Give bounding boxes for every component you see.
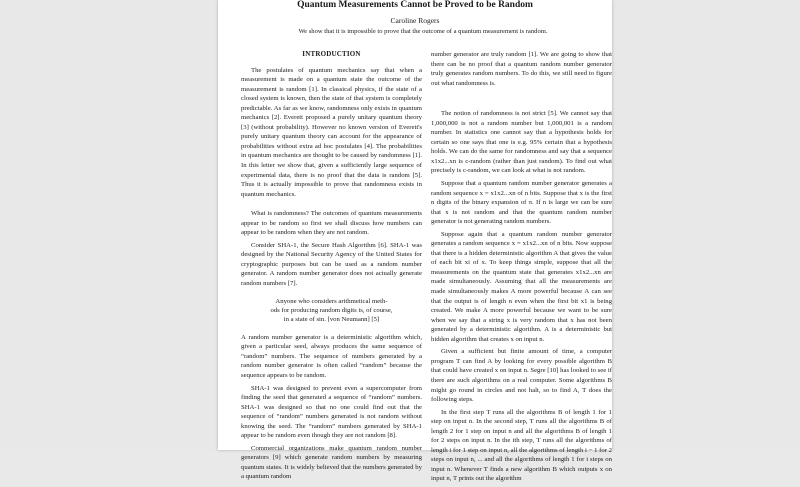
paragraph: The postulates of quantum mechanics say that when a measurement is made on a quantum state the outcome of the measurement is random [1]. In classical physics, if the state of a closed system is known, then the state of that system is completely predictable. As far as we know, randomness only exists in quantum mechanics [2]. Everett proposed a purely unitary quantum theory [3] (without probability). However no known version of Everett's purely unitary quantum theory can account for the appearance of probabilities without extra ad hoc postulates [4]. The probabilities in quantum mechanics are thought to be caused by randomness [1]. In this letter we show that, given a sufficiently large sequence of experimental data, there is no proof that the data is random [5]. Thus it is actually impossible to prove that randomness exists in quantum mechanics. [241, 66, 422, 198]
quote-line: Anyone who considers arithmetical meth- [275, 297, 388, 305]
paragraph: The notion of randomness is not strict [5]. We cannot say that 1,000,000 is not a random number but 1,000,001 is a random number. In statistics one cannot say that a hypothesis holds for certain so one says that one is e.g. 95% certain that a hypothesis holds. We can do the same for randomness and say that a sequence x1x2...xn is c-random (rather than just random). To find out what precisely is c-random, we can look at what is not random. [431, 110, 612, 175]
paragraph: number generator are truly random [1]. We are going to show that there can be no proof that a quantum random number generator truly generates random numbers. To do this, we still need to figure out what randomness is. [431, 51, 612, 87]
paragraph: SHA-1 was designed to prevent even a supercomputer from finding the seed that generated a sequence of “random” numbers. SHA-1 was designed so that no one could find out that the sequence of “random” numbers generated is not random without knowing the seed. The “random” numbers generated by SHA-1 appear to be random even though they are not random [8]. [241, 384, 422, 440]
paragraph: Suppose again that a quantum random number generator generates a random sequence x = x1x2...xn of n bits. Now suppose that there is a hidden deterministic algorithm A that gives the value of each bit xi of x. To keep things simple, suppose that all the measurements on the quantum state that generates x1x2...xn are made simultaneously. Assuming that all the measurements are made simultaneously makes A more powerful because A can see that the output is of length n even when the first bit x1 is being created. We make A more powerful because we want to be sure when we say that a string x is very random that x has not been generated by a deterministic algorithm. A is a deterministic but hidden algorithm that creates x on input n. [431, 230, 612, 343]
paragraph: Commercial organizations make quantum random number generators [9] which generate random numbers by measuring quantum states. It is widely believed that the numbers generated by a quantum random [241, 444, 422, 481]
paragraph: A random number generator is a deterministic algorithm which, given a particular seed, always produces the same sequence of “random” numbers. The sequence of numbers generated by a random number generator is often called “random” because the sequence appears to be random. [241, 333, 422, 379]
document-page[interactable] [218, 0, 612, 483]
paper-author: Caroline Rogers [390, 16, 440, 25]
quote-line: in a state of sin. [von Neumann] [5] [283, 316, 380, 324]
paragraph: Consider SHA-1, the Secure Hash Algorithm [6]. SHA-1 was designed by the National Security Agency of the United States for cryptographic purposes but can be used as a random number generator. A random number generator does not actually generate random numbers [7]. [241, 241, 422, 288]
viewer-background-right [612, 0, 800, 450]
paper-title: Quantum Measurements Cannot be Proved to be Random [297, 0, 533, 10]
left-column [241, 46, 422, 485]
viewer-background-left [0, 0, 218, 450]
paragraph: Given a sufficient but finite amount of time, a computer program T can find A by looking for every possible algorithm B that could have created x on input n. Segre [10] has looked to see if there are such algorithms on a real computer. Some algorithms B might go round in circles and not halt, so to find A, T does the following steps. [431, 348, 612, 404]
right-column [431, 50, 612, 487]
paper-abstract: We show that it is impossible to prove that the outcome of a quantum measurement is random. [298, 28, 548, 35]
quote-line: ods for producing random digits is, of course, [270, 306, 393, 314]
paragraph: What is randomness? The outcomes of quantum measurements appear to be random so first we shall discuss how numbers can appear to be random when they are not random. [241, 210, 422, 237]
von-neumann-quote [241, 297, 422, 325]
paragraph: In the first step T runs all the algorithms B of length 1 for 1 step on input n. In the second step, T runs all the algorithms B of length 2 for 1 step on input n and all the algorithms B of length 1 for 2 steps on input n. In the ith step, T runs all the algorithms of length i for 1 step on input n, all the algorithms of length i − 1 for 2 steps on input n, ... and all the algorithms of length 1 for i steps on input n. Whenever T finds a new algorithm B which outputs x on input n, T prints out the algorithm [431, 408, 612, 483]
paragraph: Suppose that a quantum random number generator generates a random sequence x = x1x2...xn of n bits. Suppose that x is the first n digits of the binary expansion of π. If n is large we can be sure that x is not random and that the quantum random number generator is not generating random numbers. [431, 180, 612, 226]
section-heading-introduction: INTRODUCTION [302, 50, 361, 58]
